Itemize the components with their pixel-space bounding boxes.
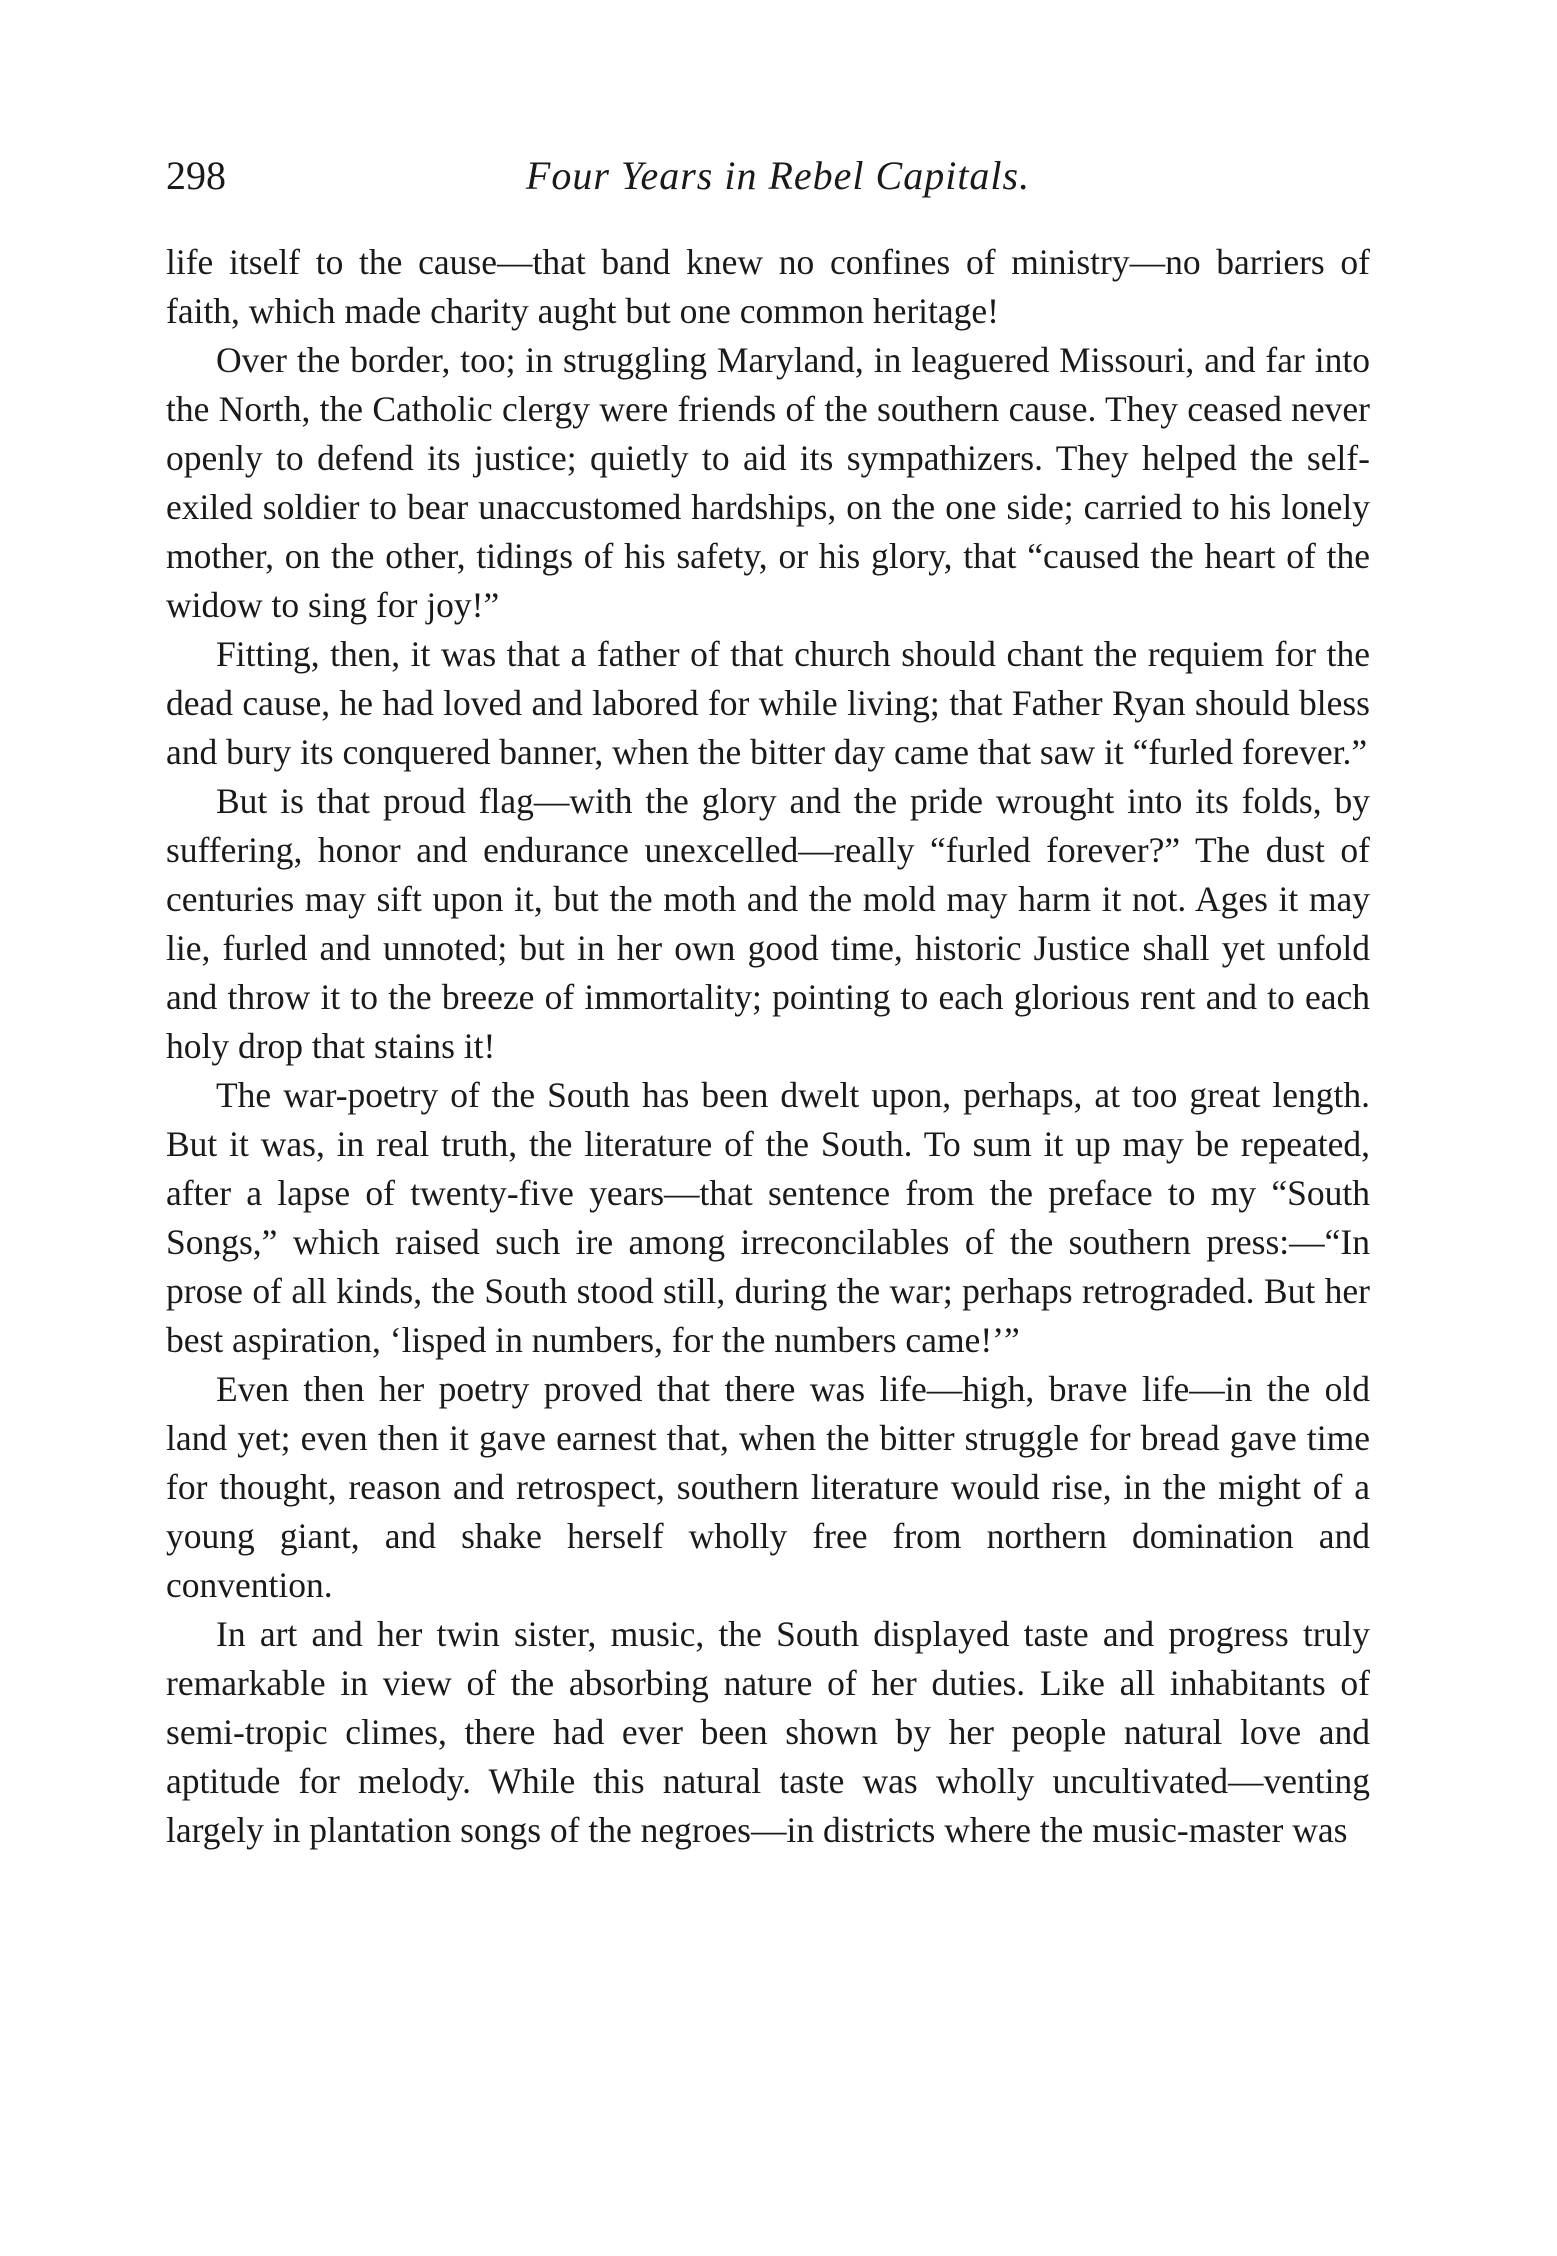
paragraph: life itself to the cause—that band knew no confines of ministry—no barriers of faith, which made charity aught but one common heritage! [166,242,1370,331]
page-header [166,152,1390,212]
paragraph: Even then her poetry proved that there was life—high, brave life—in the old land yet; even then it gave earnest that, when the bitter struggle for bread gave time for thought, reason and retrospect, southern literature would rise, in the might of a young giant, and shake herself wholly free from northern domination and convention. [166,1369,1370,1605]
paragraph: Over the border, too; in struggling Maryland, in leaguered Missouri, and far into the North, the Catholic clergy were friends of the southern cause. They ceased never openly to defend its justice; quietly to aid its sympathizers. They helped the self-exiled soldier to bear unaccustomed hardships, on the one side; carried to his lonely mother, on the other, tidings of his safety, or his glory, that “caused the heart of the widow to sing for joy!” [166,340,1370,625]
page-number: 298 [166,153,226,198]
running-title: Four Years in Rebel Capitals. [525,153,1031,198]
paragraph: Fitting, then, it was that a father of that church should chant the requiem for the dead cause, he had loved and labored for while living; that Father Ryan should bless and bury its conquered banner, when the bitter day came that saw it “furled forever.” [166,634,1370,772]
body-text [166,238,1370,1855]
paragraph: The war-poetry of the South has been dwelt upon, perhaps, at too great length. But it was, in real truth, the literature of the South. To sum it up may be repeated, after a lapse of twenty-five years—that sentence from the preface to my “South Songs,” which raised such ire among irreconcilables of the southern press:—“In prose of all kinds, the South stood still, during the war; perhaps retrograded. But her best aspiration, ‘lisped in numbers, for the numbers came!’” [166,1075,1370,1360]
paragraph: But is that proud flag—with the glory and the pride wrought into its folds, by suffering, honor and endurance unexcelled—really “furled forever?” The dust of centuries may sift upon it, but the moth and the mold may harm it not. Ages it may lie, furled and unnoted; but in her own good time, historic Justice shall yet unfold and throw it to the breeze of immortality; pointing to each glorious rent and to each holy drop that stains it! [166,781,1370,1066]
paragraph: In art and her twin sister, music, the South displayed taste and progress truly remarkable in view of the absorbing nature of her duties. Like all inhabitants of semi-tropic climes, there had ever been shown by her people natural love and aptitude for melody. While this natural taste was wholly uncultivated—venting largely in plantation songs of the negroes—in districts where the music-master was [166,1614,1370,1850]
